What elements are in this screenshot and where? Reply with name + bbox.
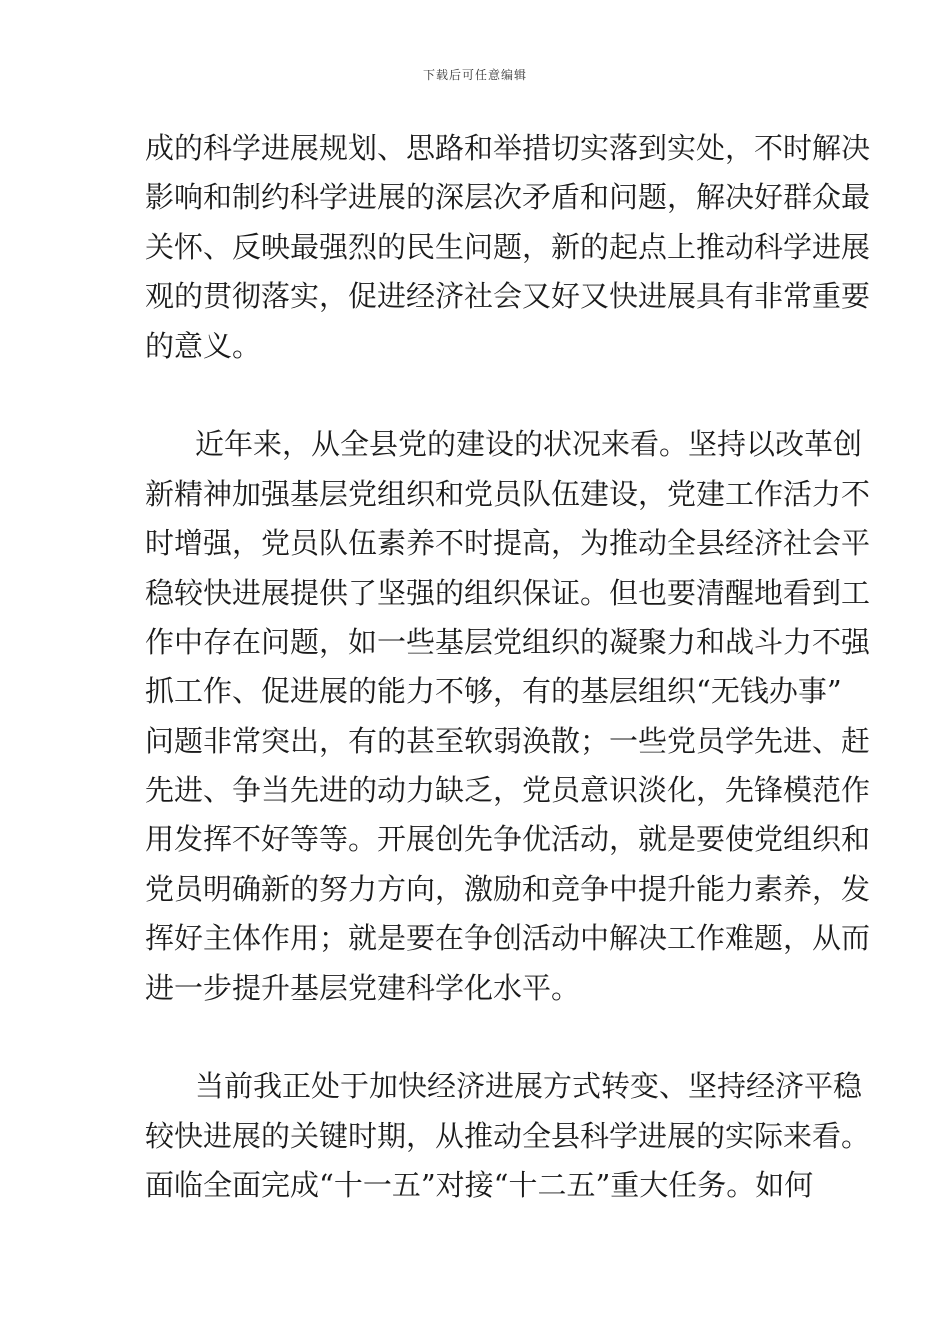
text-line: 影响和制约科学进展的深层次矛盾和问题，解决好群众最 bbox=[145, 180, 871, 215]
text-line: 进一步提升基层党建科学化水平。 bbox=[145, 970, 581, 1005]
text-line: 党员明确新的努力方向，激励和竞争中提升能力素养，发 bbox=[145, 871, 871, 906]
text-line: 时增强，党员队伍素养不时提高，为推动全县经济社会平 bbox=[145, 526, 871, 561]
text-line: 关怀、反映最强烈的民生问题，新的起点上推动科学进展 bbox=[145, 229, 871, 264]
text-line: 作中存在问题，如一些基层党组织的凝聚力和战斗力不强 bbox=[145, 624, 871, 659]
text-line: 用发挥不好等等。开展创先争优活动，就是要使党组织和 bbox=[145, 822, 871, 857]
text-line: 先进、争当先进的动力缺乏，党员意识淡化，先锋模范作 bbox=[145, 773, 871, 808]
text-line: 稳较快进展提供了坚强的组织保证。但也要清醒地看到工 bbox=[145, 575, 871, 610]
text-line: 问题非常突出，有的甚至软弱涣散；一些党员学先进、赶 bbox=[145, 723, 871, 758]
text-line: 观的贯彻落实，促进经济社会又好又快进展具有非常重要 bbox=[145, 279, 871, 314]
paragraph bbox=[145, 1062, 871, 1210]
text-line: 近年来，从全县党的建设的状况来看。坚持以改革创 bbox=[195, 427, 863, 462]
text-line: 抓工作、促进展的能力不够，有的基层组织“无钱办事” bbox=[145, 674, 842, 709]
text-line: 成的科学进展规划、思路和举措切实落到实处，不时解决 bbox=[145, 131, 871, 165]
text-line: 当前我正处于加快经济进展方式转变、坚持经济平稳 bbox=[195, 1069, 863, 1104]
page-header: 下载后可任意编辑 bbox=[422, 68, 527, 82]
paragraph bbox=[145, 420, 871, 1013]
text-line: 挥好主体作用；就是要在争创活动中解决工作难题，从而 bbox=[145, 921, 871, 956]
text-line: 新精神加强基层党组织和党员队伍建设，党建工作活力不 bbox=[145, 476, 871, 511]
paragraph-spacer bbox=[145, 371, 810, 420]
document-body bbox=[145, 124, 871, 1211]
text-line: 较快进展的关键时期，从推动全县科学进展的实际来看。 bbox=[145, 1118, 871, 1153]
text-line: 面临全面完成“十一五”对接“十二五”重大任务。如何 bbox=[145, 1168, 814, 1203]
text-line: 的意义。 bbox=[145, 328, 262, 363]
paragraph bbox=[145, 124, 871, 371]
paragraph-spacer bbox=[145, 1013, 810, 1062]
